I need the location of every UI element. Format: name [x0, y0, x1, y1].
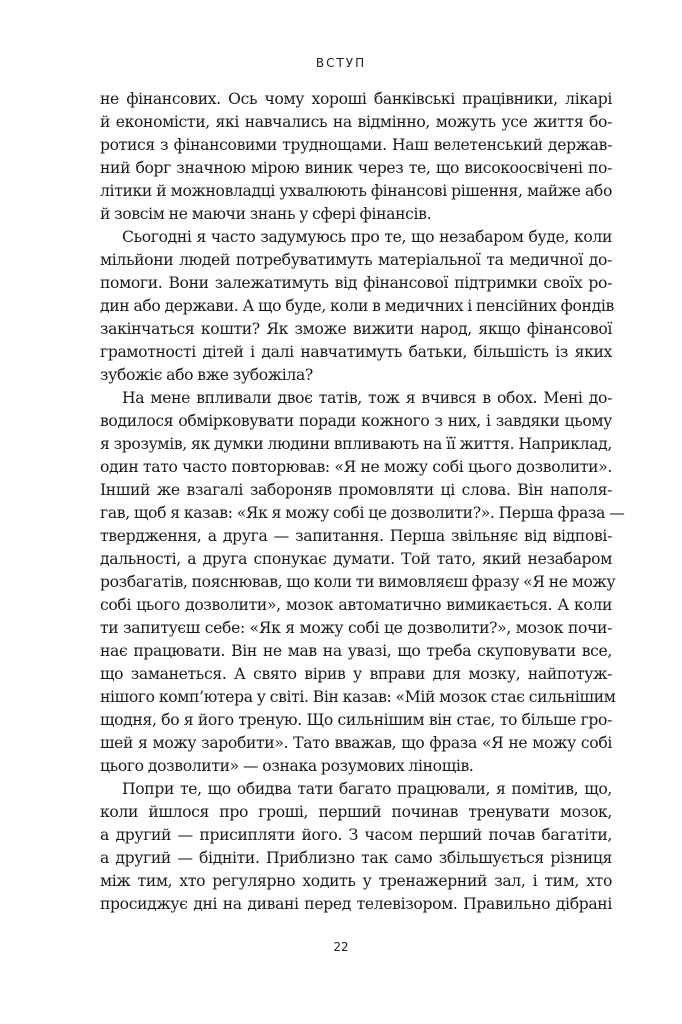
- text-line: дин або держави. А що буде, коли в медичних і пенсійних фондів: [100, 297, 614, 315]
- text-line: помоги. Вони залежатимуть від фінансової підтримки своїх ро-: [100, 274, 612, 292]
- text-line: коли йшлося про гроші, перший починав тренувати мозок,: [100, 803, 612, 821]
- paragraph: [100, 88, 612, 226]
- text-line: що заманеться. А свято вірив у вправи для мозку, найпотуж-: [100, 665, 612, 683]
- text-line: просиджує дні на дивані перед телевізором. Правильно дібрані: [100, 895, 612, 913]
- text-line: цього дозволити» — ознака розумових лінощів.: [100, 757, 474, 775]
- text-line: ти запитуєш себе: «Як я можу собі це дозволити?», мозок почи-: [100, 619, 612, 637]
- page-number: 22: [333, 940, 349, 954]
- text-line: ний борг значною мірою виник через те, що високоосвічені по-: [100, 159, 612, 177]
- text-line: ротися з фінансовими труднощами. Наш велетенський держав-: [100, 136, 612, 154]
- text-line: зубожіє або вже зубожіла?: [100, 366, 313, 384]
- text-line: Сьогодні я часто задумуюсь про те, що незабаром буде, коли: [122, 228, 612, 246]
- text-line: щодня, бо я його треную. Що сильнішим він стає, то більше гро-: [100, 711, 612, 729]
- text-line: собі цього дозволити», мозок автоматично вимикається. А коли: [100, 596, 612, 614]
- paragraph: [100, 387, 625, 778]
- text-line: Попри те, що обидва тати багато працювали, я помітив, що,: [122, 780, 612, 798]
- text-line: а другий — бідніти. Приблизно так само збільшується різниця: [100, 849, 612, 867]
- text-line: не фінансових. Ось чому хороші банківські працівники, лікарі: [100, 90, 612, 108]
- text-line: один тато часто повторював: «Я не можу собі цього дозволити».: [100, 458, 612, 476]
- text-line: й зовсім не маючи знань у сфері фінансів.: [100, 205, 432, 223]
- text-line: На мене впливали двоє татів, тож я вчився в обох. Мені до-: [122, 389, 612, 407]
- text-line: між тим, хто регулярно ходить у тренажерний зал, і тим, хто: [100, 872, 612, 890]
- body-text: [100, 88, 625, 916]
- running-head: ВСТУП: [315, 56, 367, 70]
- text-line: грамотності дітей і далі навчатимуть батьки, більшість із яких: [100, 343, 612, 361]
- text-line: твердження, а друга — запитання. Перша звільняє від відпові-: [100, 527, 612, 545]
- text-line: літики й можновладці ухвалюють фінансові рішення, майже або: [100, 182, 612, 200]
- text-line: мільйони людей потребуватимуть матеріальної та медичної до-: [100, 251, 612, 269]
- text-line: й економісти, які навчались на відмінно, можуть усе життя бо-: [100, 113, 612, 131]
- text-line: Інший же взагалі забороняв промовляти ці слова. Він наполя-: [100, 481, 612, 499]
- text-line: закінчаться кошти? Як зможе вижити народ, якщо фінансової: [100, 320, 612, 338]
- text-line: розбагатів, пояснював, що коли ти вимовляєш фразу «Я не можу: [100, 573, 616, 591]
- paragraph: [100, 226, 612, 387]
- text-line: а другий — присипляти його. З часом перший почав багатіти,: [100, 826, 612, 844]
- text-line: нає працювати. Він не мав на увазі, що треба скуповувати все,: [100, 642, 612, 660]
- text-line: гав, щоб я казав: «Як я можу собі це дозволити?». Перша фраза —: [100, 504, 625, 522]
- text-line: нішого комп’ютера у світі. Він казав: «Мій мозок стає сильнішим: [100, 688, 616, 706]
- text-line: шей я можу заробити». Тато вважав, що фраза «Я не можу собі: [100, 734, 612, 752]
- text-line: я зрозумів, як думки людини впливають на її життя. Наприклад,: [100, 435, 612, 453]
- text-line: водилося обмірковувати поради кожного з них, і завдяки цьому: [100, 412, 612, 430]
- paragraph: [100, 778, 612, 916]
- text-line: дальності, а друга спонукає думати. Той тато, який незабаром: [100, 550, 612, 568]
